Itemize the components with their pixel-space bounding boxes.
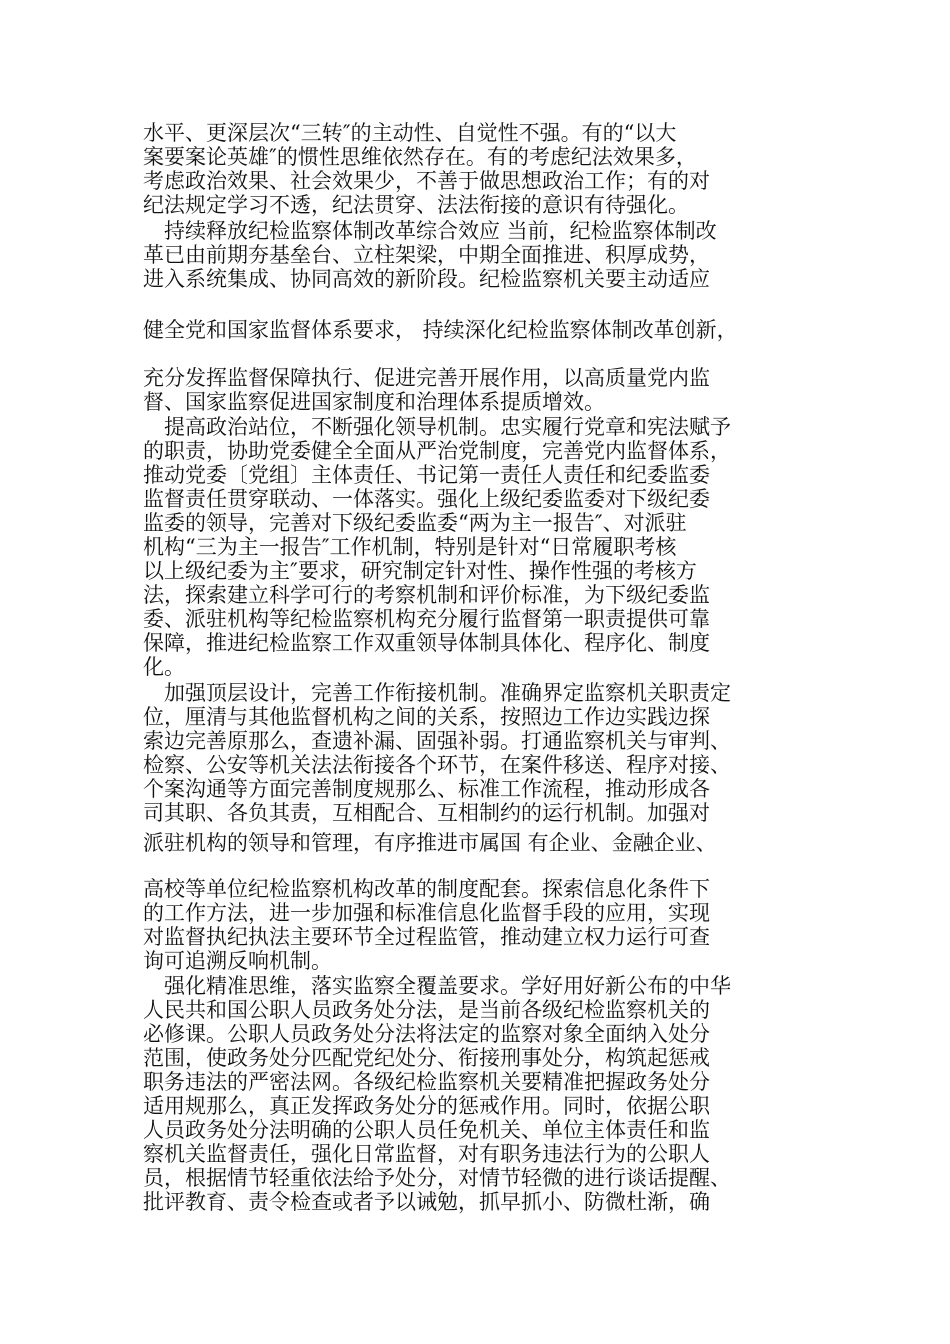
paragraph-political-stance: 提高政治站位，不断强化领导机制。忠实履行党章和宪法赋予 的职责，协助党委健全全面从严治党制度，完善党内监督体系， 推动党委〔党组〕主体责任、书记第一责任人责任和纪委监委 监督责任贯穿联动、一体落实。强化上级纪委监委对下级纪委 监委的领导，完善对下级纪委监委“两为主一报告″、对派驻 机构“三为主一报告″工作机制，特别是针对“日常履职考核 以上级纪委为主″要求，研究制定针对性、操作性强的考核方 法，探索建立科学可行的考察机制和评价标准，为下级纪委监 委、派驻机构等纪检监察机构充分履行监督第一职责提供可靠 保障，推进纪检监察工作双重领导体制具体化、程序化、制度 化。 [143,415,731,679]
paragraph-top-design: 加强顶层设计，完善工作衔接机制。准确界定监察机关职责定 位，厘清与其他监督机构之间的关系，按照边工作边实践边探 索边完善原那么，查遗补漏、固强补弱。打通监察机关与审判、 检察、公安等机关法法衔接各个环节，在案件移送、程序对接、 个案沟通等方面完善制度规那么、标准工作流程，推动形成各 司其职、各负其责，互相配合、互相制约的运行机制。加强对 [143,681,731,825]
paragraph-precise-thinking: 强化精准思维，落实监察全覆盖要求。学好用好新公布的中华 人民共和国公职人员政务处分法，是当前各级纪检监察机关的 必修课。公职人员政务处分法将法定的监察对象全面纳入处分 范围，使政务处分匹配党纪处分、衔接刑事处分，构筑起惩戒 职务违法的严密法网。各级纪检监察机关要精准把握政务处分 适用规那么，真正发挥政务处分的惩戒作用。同时，依据公职 人员政务处分法明确的公职人员任免机关、单位主体责任和监 察机关监督责任，强化日常监督，对有职务违法行为的公职人 员，根据情节轻重依法给予处分，对情节轻微的进行谈话提醒、 批评教育、责令检查或者予以诫勉，抓早抓小、防微杜渐，确 [143,974,731,1214]
paragraph-line-dispatched-agencies: 派驻机构的领导和管理，有序推进市属国 有企业、金融企业、 [143,831,717,855]
paragraph-line-supervision-system: 健全党和国家监督体系要求， 持续深化纪检监察体制改革创新， [143,318,738,342]
paragraph-supervision-effect: 充分发挥监督保障执行、促进完善开展作用，以高质量党内监 督、国家监察促进国家制度和治理体系提质增效。 [143,366,710,414]
paragraph-informatization: 高校等单位纪检监察机构改革的制度配套。探索信息化条件下 的工作方法，进一步加强和标准信息化监督手段的应用，实现 对监督执纪执法主要环节全过程监管，推动建立权力运行可查 询可追溯反响机制。 [143,877,710,973]
paragraph-continuation: 水平、更深层次“三转″的主动性、自觉性不强。有的“以大 案要案论英雄″的惯性思维依然存在。有的考虑纪法效果多， 考虑政治效果、社会效果少，不善于做思想政治工作；有的对 纪法规定学习不透，纪法贯穿、法法衔接的意识有待强化。 [143,121,710,217]
section-heading-reform-effect: 持续释放纪检监察体制改革综合效应 当前，纪检监察体制改 革已由前期夯基垒台、立柱架梁，中期全面推进、积厚成势， 进入系统集成、协同高效的新阶段。纪检监察机关要主动适应 [143,219,717,291]
